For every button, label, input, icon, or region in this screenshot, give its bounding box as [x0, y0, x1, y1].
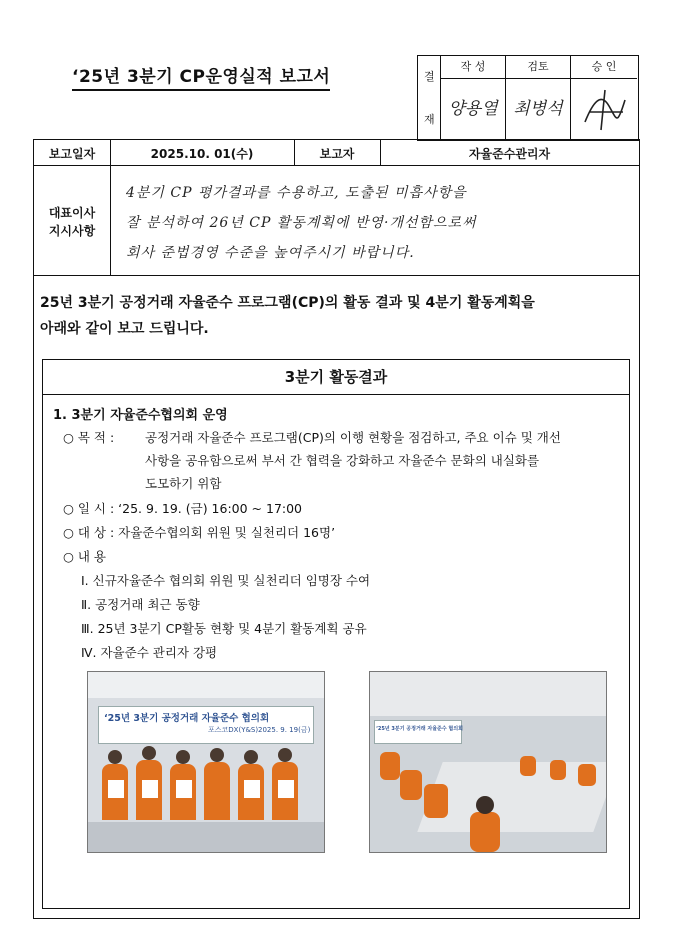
ceo-label: 대표이사 지시사항 [48, 206, 96, 238]
content-label: ○ 내 용 [63, 549, 107, 564]
content-item-2: Ⅱ. 공정거래 최근 동향 [81, 597, 200, 612]
content-item-4: Ⅳ. 자율준수 관리자 강평 [81, 645, 218, 660]
photo-appointment-ceremony [87, 671, 325, 853]
ceo-instruction-line-1: 4분기 CP 평가결과를 수용하고, 도출된 미흡사항을 [126, 185, 467, 201]
ceo-instruction-line-2: 잘 분석하여 26년 CP 활동계획에 반영·개선함으로써 [126, 215, 477, 231]
signature-reviewer: 최병석 [513, 99, 563, 119]
photo-council-meeting [369, 671, 607, 853]
item1-heading: 1. 3분기 자율준수협의회 운영 [53, 408, 228, 423]
photo1-banner-company: 포스코DX(Y&S) [208, 726, 259, 734]
meeting-date: ○ 일 시 : ‘25. 9. 19. (금) 16:00 ~ 17:00 [63, 501, 303, 516]
photo2-banner-text: ‘25년 3분기 공정거래 자율준수 협의회 [376, 726, 463, 732]
purpose-line-1: 공정거래 자율준수 프로그램(CP)의 이행 현황을 점검하고, 주요 이슈 및 개선 [145, 430, 561, 445]
content-item-3: Ⅲ. 25년 3분기 CP활동 현황 및 4분기 활동계획 공유 [81, 621, 367, 636]
ceo-instruction-line-3: 회사 준법경영 수준을 높여주시기 바랍니다. [126, 245, 415, 261]
purpose-line-3: 도모하기 위함 [145, 476, 222, 491]
meeting-target: ○ 대 상 : 자율준수협의회 위원 및 실천리더 16명’ [63, 525, 336, 540]
approval-box [417, 55, 639, 141]
report-frame [33, 139, 640, 919]
approval-side-label: 결 재 [418, 56, 441, 140]
purpose-label: ○ 목 적 : [63, 430, 115, 445]
reporter-label: 보고자 [319, 147, 355, 161]
report-intro: 25년 3분기 공정거래 자율준수 프로그램(CP)의 활동 결과 및 4분기 활동계획을 아래와 같이 보고 드립니다. [40, 295, 535, 337]
approval-col-review: 검토 최병석 [506, 56, 571, 140]
date-label: 보고일자 [48, 147, 96, 161]
photo1-people [100, 750, 310, 822]
date-value: 2025.10. 01(수) [150, 147, 254, 161]
photo1-banner-text: ‘25년 3분기 공정거래 자율준수 협의회 [104, 713, 270, 724]
signature-approver-scribble [579, 82, 631, 136]
activity-results-section [42, 359, 630, 909]
document-title: ‘25년 3분기 CP운영실적 보고서 [72, 62, 330, 91]
approval-col-approve: 승 인 [571, 56, 637, 140]
purpose-line-2: 사항을 공유함으로써 부서 간 협력을 강화하고 자율준수 문화의 내실화를 [145, 453, 540, 468]
approval-col-writer: 작 성 양용열 [441, 56, 506, 140]
content-item-1: Ⅰ. 신규자율준수 협의회 위원 및 실천리더 임명장 수여 [81, 573, 371, 588]
section-title: 3분기 활동결과 [43, 360, 629, 395]
reporter-value: 자율준수관리자 [468, 147, 551, 161]
signature-writer: 양용열 [448, 99, 498, 119]
photo1-banner-date: 2025. 9. 19(금) [258, 726, 311, 734]
